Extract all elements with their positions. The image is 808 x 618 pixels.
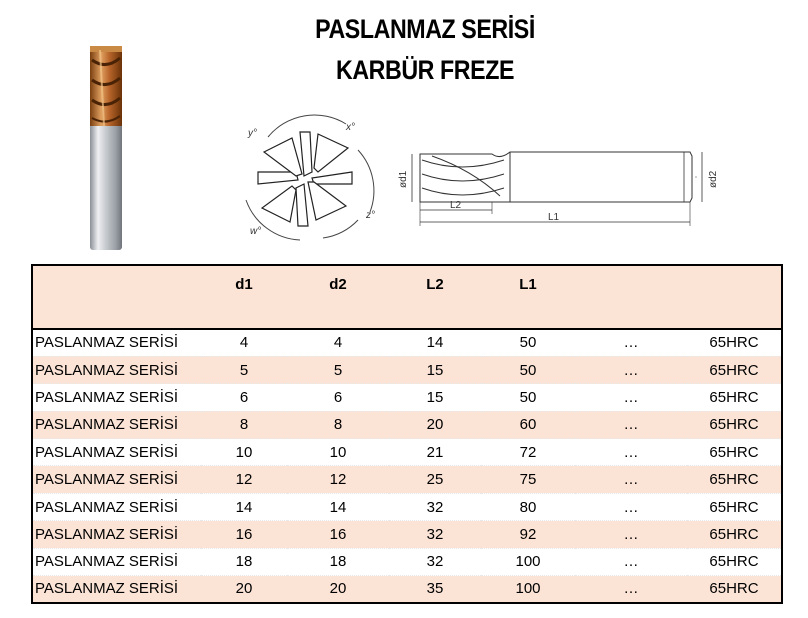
cell-d1: 4: [201, 329, 287, 356]
cell-extra: …: [575, 384, 687, 411]
table-row: [32, 576, 782, 603]
table-row: [32, 384, 782, 411]
cell-extra: …: [575, 329, 687, 356]
dim-label-l1: L1: [548, 212, 560, 223]
side-view-diagram: [392, 130, 722, 230]
table-row: [32, 493, 782, 520]
col-header-extra: [575, 265, 687, 329]
cell-hardness: 65HRC: [687, 493, 782, 520]
cell-d1: 10: [201, 439, 287, 466]
cell-name: PASLANMAZ SERİSİ: [32, 521, 201, 548]
dim-label-d2: ød2: [708, 170, 719, 188]
cell-hardness: 65HRC: [687, 356, 782, 383]
cell-hardness: 65HRC: [687, 576, 782, 603]
angle-label-z: z°: [366, 210, 375, 221]
col-header-d2: d2: [329, 276, 347, 293]
cell-extra: …: [575, 548, 687, 575]
cell-d2: 20: [287, 576, 389, 603]
cell-d1: 18: [201, 548, 287, 575]
cell-name: PASLANMAZ SERİSİ: [32, 384, 201, 411]
cell-d2: 18: [287, 548, 389, 575]
cell-l2: 25: [389, 466, 481, 493]
cell-d2: 14: [287, 493, 389, 520]
dim-label-d1: ød1: [398, 170, 409, 188]
cell-d1: 20: [201, 576, 287, 603]
table-header-row: [32, 265, 782, 329]
cell-d1: 12: [201, 466, 287, 493]
cell-d1: 16: [201, 521, 287, 548]
end-mill-photo: [70, 36, 150, 256]
end-view-diagram: [228, 102, 388, 252]
cell-d2: 5: [287, 356, 389, 383]
cell-d2: 6: [287, 384, 389, 411]
cell-l2: 35: [389, 576, 481, 603]
cell-d1: 8: [201, 411, 287, 438]
table-row: [32, 439, 782, 466]
cell-hardness: 65HRC: [687, 548, 782, 575]
cell-l2: 15: [389, 384, 481, 411]
col-header-hardness: [687, 265, 782, 329]
col-header-l1: L1: [519, 276, 537, 293]
cell-name: PASLANMAZ SERİSİ: [32, 329, 201, 356]
cell-name: PASLANMAZ SERİSİ: [32, 576, 201, 603]
cell-hardness: 65HRC: [687, 521, 782, 548]
table-row: [32, 548, 782, 575]
table-body: [32, 329, 782, 603]
cell-l1: 100: [481, 548, 575, 575]
table-row: [32, 356, 782, 383]
cell-hardness: 65HRC: [687, 411, 782, 438]
cell-hardness: 65HRC: [687, 384, 782, 411]
cell-extra: …: [575, 411, 687, 438]
cell-name: PASLANMAZ SERİSİ: [32, 493, 201, 520]
cell-l2: 32: [389, 548, 481, 575]
col-header-d1: d1: [235, 276, 253, 293]
dim-label-l2: L2: [450, 200, 462, 211]
col-header-name: [32, 265, 201, 329]
cell-d1: 5: [201, 356, 287, 383]
cell-d2: 4: [287, 329, 389, 356]
cell-extra: …: [575, 356, 687, 383]
cell-extra: …: [575, 576, 687, 603]
page-title-line1: PASLANMAZ SERİSİ: [315, 14, 535, 44]
cell-l1: 50: [481, 356, 575, 383]
cell-name: PASLANMAZ SERİSİ: [32, 439, 201, 466]
cell-extra: …: [575, 493, 687, 520]
cell-l1: 92: [481, 521, 575, 548]
cell-extra: …: [575, 466, 687, 493]
table-row: [32, 466, 782, 493]
spec-table: [31, 264, 783, 604]
cell-name: PASLANMAZ SERİSİ: [32, 466, 201, 493]
table-row: [32, 411, 782, 438]
cell-l2: 15: [389, 356, 481, 383]
cell-hardness: 65HRC: [687, 329, 782, 356]
cell-l2: 14: [389, 329, 481, 356]
cell-l2: 32: [389, 493, 481, 520]
cell-l1: 72: [481, 439, 575, 466]
cell-d2: 12: [287, 466, 389, 493]
cell-d2: 8: [287, 411, 389, 438]
cell-name: PASLANMAZ SERİSİ: [32, 356, 201, 383]
cell-d1: 6: [201, 384, 287, 411]
table-row: [32, 521, 782, 548]
cell-name: PASLANMAZ SERİSİ: [32, 548, 201, 575]
cell-hardness: 65HRC: [687, 439, 782, 466]
cell-l2: 32: [389, 521, 481, 548]
cell-l1: 80: [481, 493, 575, 520]
cell-hardness: 65HRC: [687, 466, 782, 493]
angle-label-x: x°: [346, 122, 355, 133]
cell-l1: 50: [481, 384, 575, 411]
cell-d2: 16: [287, 521, 389, 548]
cell-d1: 14: [201, 493, 287, 520]
col-header-l2: L2: [426, 276, 444, 293]
table-row: [32, 329, 782, 356]
page-title-line2: KARBÜR FREZE: [335, 55, 515, 85]
angle-label-w: w°: [250, 226, 262, 237]
cell-l1: 100: [481, 576, 575, 603]
angle-label-y: y°: [248, 128, 257, 139]
cell-l1: 50: [481, 329, 575, 356]
cell-name: PASLANMAZ SERİSİ: [32, 411, 201, 438]
cell-l2: 20: [389, 411, 481, 438]
cell-extra: …: [575, 521, 687, 548]
cell-l1: 75: [481, 466, 575, 493]
cell-l1: 60: [481, 411, 575, 438]
cell-d2: 10: [287, 439, 389, 466]
cell-extra: …: [575, 439, 687, 466]
cell-l2: 21: [389, 439, 481, 466]
